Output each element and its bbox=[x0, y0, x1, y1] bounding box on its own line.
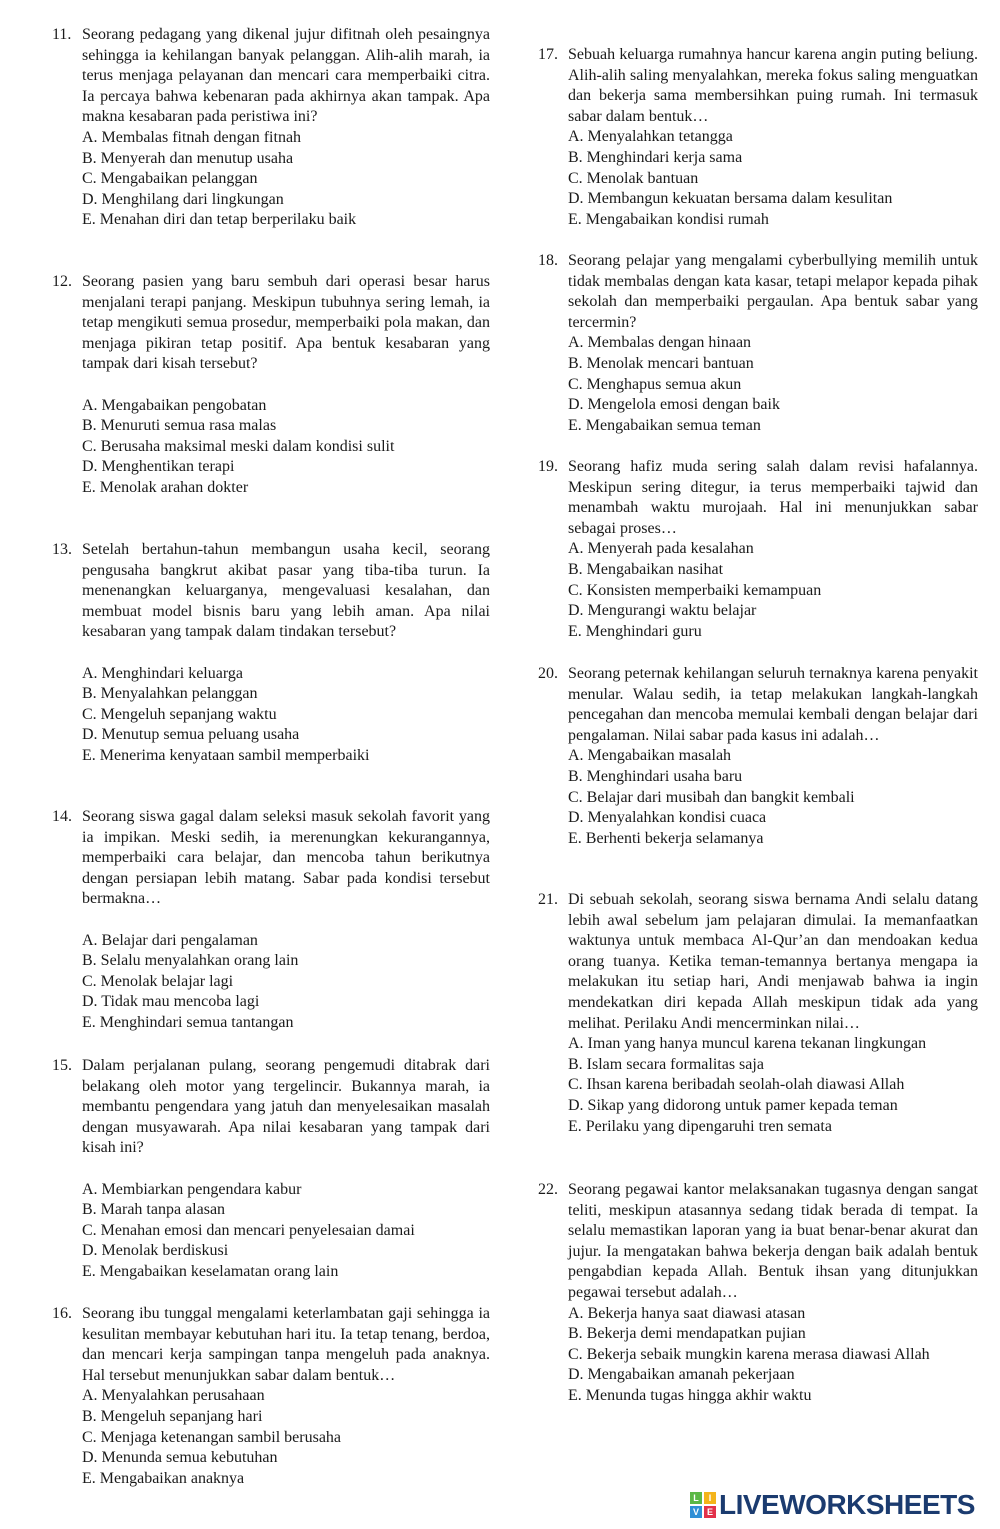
answer-option: B. Menghindari kerja sama bbox=[568, 148, 743, 166]
question-number: 14. bbox=[52, 808, 72, 825]
question-number: 19. bbox=[538, 458, 558, 475]
question-stem: Seorang pegawai kantor melaksanakan tugasnya dengan sangat teliti, meskipun atasannya sedang tidak berada di tempat. Ia selalu memastikan laporan yang ia buat benar-benar akurat dan jujur. Ia mengatakan bahwa bekerja dengan baik adalah bentuk pengabdian kepada Allah. Bentuk ihsan yang ditunjukkan pegawai tersebut adalah… bbox=[568, 1181, 978, 1301]
answer-option: C. Menahan emosi dan mencari penyelesaian damai bbox=[82, 1221, 415, 1239]
question-number: 13. bbox=[52, 541, 72, 558]
question-19 bbox=[538, 457, 978, 642]
question-stem: Seorang pedagang yang dikenal jujur difitnah oleh pesaingnya sehingga ia kehilangan banyak pelanggan. Alih-alih marah, ia terus menjaga pelayanan dan mencari cara memperbaiki citra. Ia percaya bahwa kebenaran pada akhirnya akan tampak. Apa makna kesabaran pada peristiwa ini? bbox=[82, 26, 490, 126]
liveworksheets-logo bbox=[690, 1489, 975, 1521]
answer-option: B. Marah tanpa alasan bbox=[82, 1201, 226, 1219]
answer-option: B. Menghindari usaha baru bbox=[568, 767, 743, 785]
answer-option: C. Menghapus semua akun bbox=[568, 375, 742, 393]
answer-option: D. Membangun kekuatan bersama dalam kesulitan bbox=[568, 190, 893, 208]
logo-text: LIVEWORKSHEETS bbox=[719, 1489, 975, 1520]
answer-option: A. Menyalahkan perusahaan bbox=[82, 1387, 265, 1405]
answer-options bbox=[82, 931, 490, 1034]
question-17 bbox=[538, 45, 978, 230]
answer-option: A. Membalas fitnah dengan fitnah bbox=[82, 128, 302, 146]
question-number: 15. bbox=[52, 1057, 72, 1074]
answer-option: C. Berusaha maksimal meski dalam kondisi sulit bbox=[82, 437, 395, 455]
answer-options bbox=[568, 746, 978, 849]
answer-options bbox=[568, 1304, 978, 1407]
answer-option: C. Ihsan karena beribadah seolah-olah diawasi Allah bbox=[568, 1076, 905, 1094]
question-stem: Seorang pasien yang baru sembuh dari operasi besar harus menjalani terapi panjang. Meskipun tubuhnya sering lemah, ia tetap mengikuti semua prosedur, memperbaiki pola makan, dan menjaga pikiran tetap positif. Apa bentuk kesabaran yang tampak dari kisah tersebut? bbox=[82, 273, 490, 373]
answer-option: B. Islam secara formalitas saja bbox=[568, 1055, 764, 1073]
badge-letter: L bbox=[690, 1492, 702, 1504]
question-stem: Seorang siswa gagal dalam seleksi masuk sekolah favorit yang ia impikan. Meski sedih, ia merenungkan kekurangannya, memperbaiki cara belajar, dan mencoba tahun berikutnya dengan persiapan lebih matang. Sabar pada kondisi tersebut bermakna… bbox=[82, 808, 490, 908]
answer-option: D. Menunda semua kebutuhan bbox=[82, 1449, 278, 1467]
answer-option: A. Mengabaikan masalah bbox=[568, 747, 732, 765]
answer-option: B. Bekerja demi mendapatkan pujian bbox=[568, 1325, 806, 1343]
answer-option: B. Selalu menyalahkan orang lain bbox=[82, 952, 299, 970]
answer-option: D. Mengabaikan amanah pekerjaan bbox=[568, 1366, 795, 1384]
answer-options bbox=[568, 539, 978, 642]
answer-option: B. Mengeluh sepanjang hari bbox=[82, 1407, 263, 1425]
badge-letter: V bbox=[690, 1506, 702, 1518]
badge-letter: I bbox=[704, 1492, 716, 1504]
answer-option: E. Mengabaikan keselamatan orang lain bbox=[82, 1262, 339, 1280]
question-stem: Seorang pelajar yang mengalami cyberbullying memilih untuk tidak membalas dengan kata kasar, tetapi melapor kepada pihak sekolah dan memperbaiki pergaulan. Apa bentuk sabar yang tercermin? bbox=[568, 252, 978, 331]
answer-option: A. Menyerah pada kesalahan bbox=[568, 540, 754, 558]
question-number: 12. bbox=[52, 273, 72, 290]
question-number: 18. bbox=[538, 252, 558, 269]
answer-option: E. Menghindari semua tantangan bbox=[82, 1013, 294, 1031]
answer-option: C. Mengabaikan pelanggan bbox=[82, 170, 258, 188]
answer-option: C. Menjaga ketenangan sambil berusaha bbox=[82, 1428, 342, 1446]
answer-options bbox=[568, 127, 978, 230]
answer-option: D. Menyalahkan kondisi cuaca bbox=[568, 809, 767, 827]
question-22 bbox=[538, 1180, 978, 1407]
answer-options bbox=[568, 333, 978, 436]
answer-option: A. Membalas dengan hinaan bbox=[568, 334, 752, 352]
answer-option: B. Menolak mencari bantuan bbox=[568, 354, 754, 372]
question-21 bbox=[538, 890, 978, 1137]
question-14 bbox=[52, 807, 490, 1034]
question-13 bbox=[52, 540, 490, 767]
answer-options bbox=[82, 396, 490, 499]
answer-option: B. Mengabaikan nasihat bbox=[568, 560, 724, 578]
live-badge-icon bbox=[690, 1492, 716, 1518]
question-20 bbox=[538, 664, 978, 849]
question-number: 17. bbox=[538, 46, 558, 63]
answer-option: D. Tidak mau mencoba lagi bbox=[82, 993, 260, 1011]
answer-option: B. Menyerah dan menutup usaha bbox=[82, 149, 294, 167]
answer-option: C. Menolak bantuan bbox=[568, 169, 699, 187]
question-11 bbox=[52, 25, 490, 231]
answer-option: E. Mengabaikan anaknya bbox=[82, 1469, 245, 1487]
answer-option: E. Menunda tugas hingga akhir waktu bbox=[568, 1386, 812, 1404]
answer-options bbox=[568, 1034, 978, 1137]
answer-options bbox=[82, 1386, 490, 1489]
answer-option: E. Menolak arahan dokter bbox=[82, 478, 249, 496]
answer-option: D. Menghilang dari lingkungan bbox=[82, 190, 284, 208]
answer-option: D. Mengelola emosi dengan baik bbox=[568, 396, 780, 414]
question-stem: Setelah bertahun-tahun membangun usaha kecil, seorang pengusaha bangkrut akibat pasar yang tiba-tiba turun. Ia menenangkan keluarganya, mengevaluasi kesalahan, dan membuat model bisnis baru yang lebih aman. Apa nilai kesabaran yang tampak dalam tindakan tersebut? bbox=[82, 541, 490, 641]
question-stem: Dalam perjalanan pulang, seorang pengemudi ditabrak dari belakang oleh motor yang tergelincir. Bukannya marah, ia membantu pengendara yang jatuh dan menyelesaikan masalah dengan musyawarah. Apa nilai kesabaran yang tampak dari kisah ini? bbox=[82, 1057, 490, 1157]
answer-option: A. Membiarkan pengendara kabur bbox=[82, 1180, 302, 1198]
answer-option: E. Menahan diri dan tetap berperilaku baik bbox=[82, 211, 357, 229]
question-12 bbox=[52, 272, 490, 499]
question-15 bbox=[52, 1056, 490, 1283]
answer-options bbox=[82, 1180, 490, 1283]
answer-option: D. Menutup semua peluang usaha bbox=[82, 726, 300, 744]
answer-option: D. Mengurangi waktu belajar bbox=[568, 602, 757, 620]
question-stem: Sebuah keluarga rumahnya hancur karena angin puting beliung. Alih-alih saling menyalahkan, mereka fokus saling menguatkan dan bekerja sama membersihkan puing rumah. Ini termasuk sabar dalam bentuk… bbox=[568, 46, 978, 125]
question-number: 20. bbox=[538, 665, 558, 682]
answer-option: A. Iman yang hanya muncul karena tekanan lingkungan bbox=[568, 1035, 927, 1053]
question-18 bbox=[538, 251, 978, 436]
answer-option: C. Belajar dari musibah dan bangkit kembali bbox=[568, 788, 855, 806]
question-stem: Seorang peternak kehilangan seluruh ternaknya karena penyakit menular. Walau sedih, ia tetap melakukan langkah-langkah pencegahan dan mencoba memulai kembali dengan belajar dari pengalaman. Nilai sabar pada kasus ini adalah… bbox=[568, 665, 978, 744]
answer-option: E. Menghindari guru bbox=[568, 622, 702, 640]
answer-option: B. Menuruti semua rasa malas bbox=[82, 417, 277, 435]
question-number: 16. bbox=[52, 1305, 72, 1322]
answer-option: C. Mengeluh sepanjang waktu bbox=[82, 705, 277, 723]
answer-option: D. Menghentikan terapi bbox=[82, 458, 235, 476]
question-number: 21. bbox=[538, 891, 558, 908]
answer-option: B. Menyalahkan pelanggan bbox=[82, 685, 258, 703]
answer-options bbox=[82, 128, 490, 231]
answer-option: E. Berhenti bekerja selamanya bbox=[568, 829, 764, 847]
answer-option: C. Konsisten memperbaiki kemampuan bbox=[568, 581, 822, 599]
question-number: 11. bbox=[52, 26, 72, 43]
question-stem: Seorang ibu tunggal mengalami keterlambatan gaji sehingga ia kesulitan membayar kebutuhan hari itu. Ia tetap tenang, berdoa, dan mencari kerja sampingan tanpa mengeluh pada anaknya. Hal tersebut menunjukkan sabar dalam bentuk… bbox=[82, 1305, 490, 1384]
answer-option: E. Menerima kenyataan sambil memperbaiki bbox=[82, 746, 370, 764]
answer-option: E. Mengabaikan kondisi rumah bbox=[568, 210, 769, 228]
badge-letter: E bbox=[704, 1506, 716, 1518]
answer-option: D. Menolak berdiskusi bbox=[82, 1242, 229, 1260]
answer-option: A. Bekerja hanya saat diawasi atasan bbox=[568, 1304, 806, 1322]
question-stem: Seorang hafiz muda sering salah dalam revisi hafalannya. Meskipun sering ditegur, ia terus memperbaiki tajwid dan menambah waktu murojaah. Hal ini menunjukkan sabar sebagai proses… bbox=[568, 458, 978, 537]
answer-option: E. Mengabaikan semua teman bbox=[568, 416, 761, 434]
answer-option: A. Menghindari keluarga bbox=[82, 664, 243, 682]
answer-option: A. Belajar dari pengalaman bbox=[82, 931, 258, 949]
question-number: 22. bbox=[538, 1181, 558, 1198]
answer-options bbox=[82, 664, 490, 767]
answer-option: D. Sikap yang didorong untuk pamer kepada teman bbox=[568, 1096, 898, 1114]
answer-option: C. Menolak belajar lagi bbox=[82, 972, 234, 990]
answer-option: E. Perilaku yang dipengaruhi tren semata bbox=[568, 1117, 832, 1135]
answer-option: A. Menyalahkan tetangga bbox=[568, 128, 733, 146]
answer-option: A. Mengabaikan pengobatan bbox=[82, 396, 267, 414]
question-stem: Di sebuah sekolah, seorang siswa bernama Andi selalu datang lebih awal sebelum jam pelajaran dimulai. Ia memanfaatkan waktunya untuk membaca Al-Qur’an dan mendoakan kedua orang tuanya. Ketika teman-temannya bertanya mengapa ia melakukan itu setiap hari, Andi menjawab bahwa ia ingin mendekatkan diri kepada Allah meskipun tidak ada yang melihat. Perilaku Andi mencerminkan nilai… bbox=[568, 891, 978, 1032]
question-16 bbox=[52, 1304, 490, 1489]
answer-option: C. Bekerja sebaik mungkin karena merasa diawasi Allah bbox=[568, 1345, 930, 1363]
